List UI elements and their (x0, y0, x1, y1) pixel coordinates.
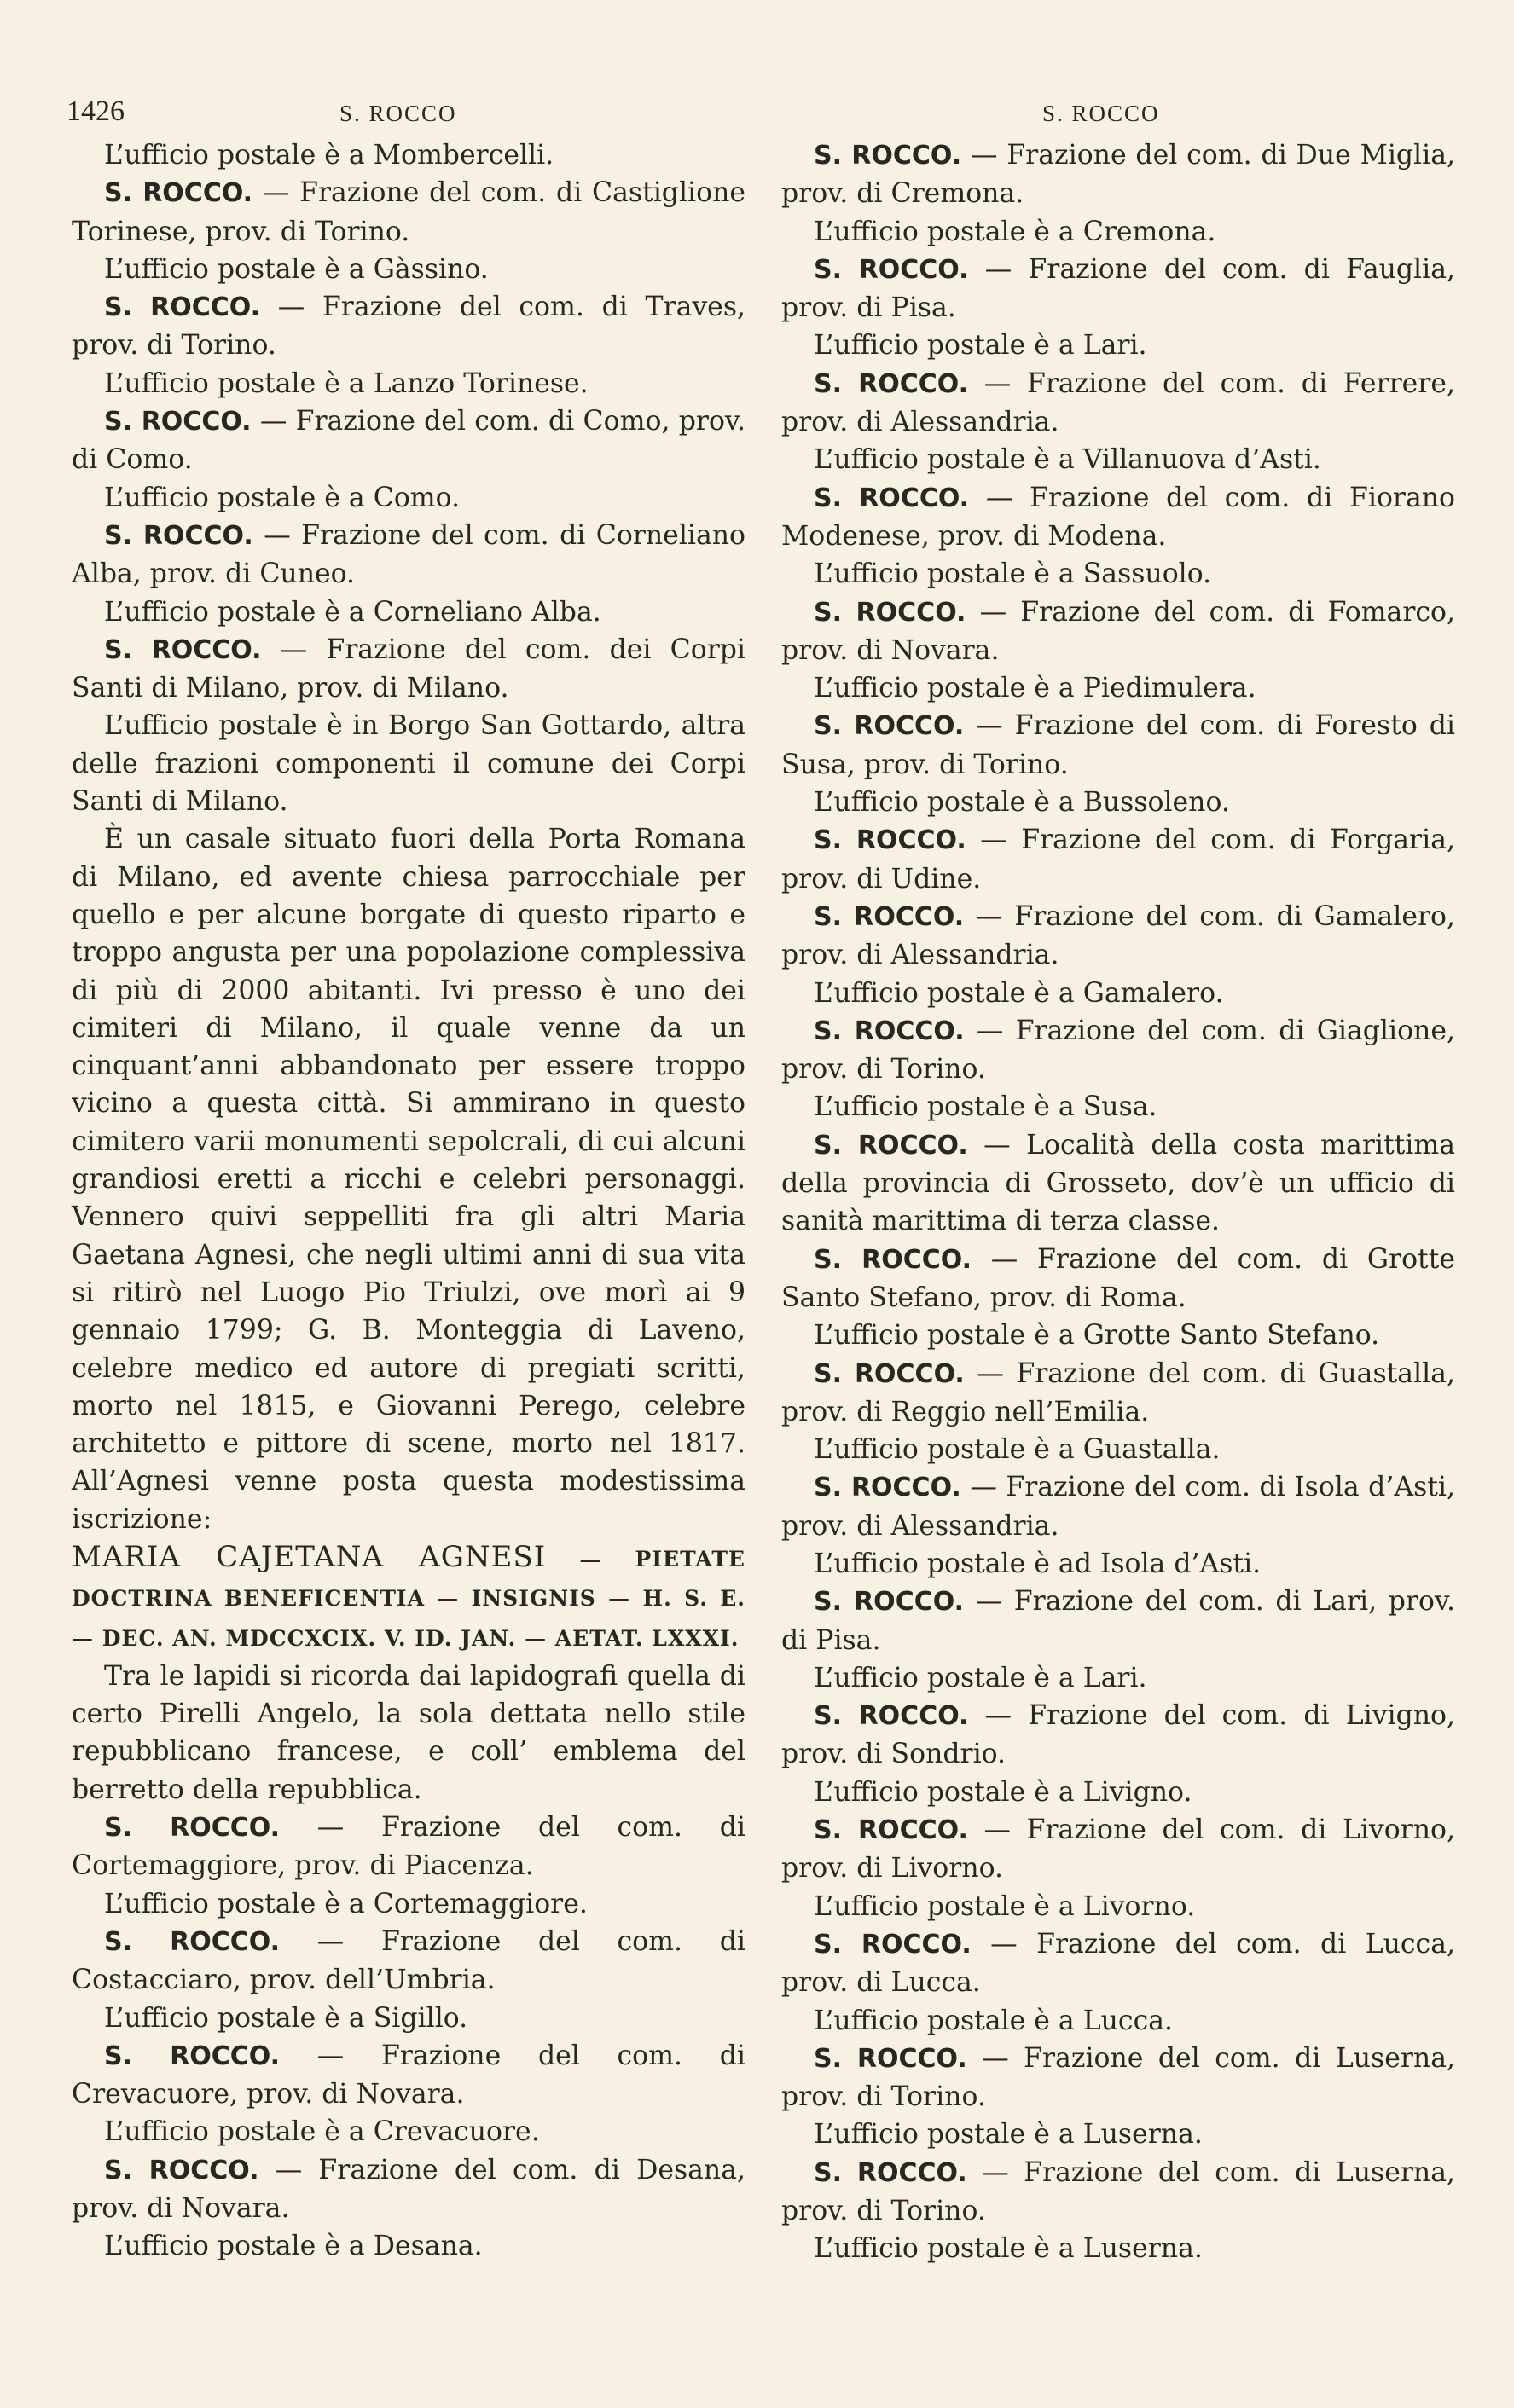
text-paragraph (72, 365, 745, 402)
text-paragraph (72, 593, 745, 631)
entry-headword: S. ROCCO. (814, 1244, 972, 1275)
entry-text: — Frazione del com. di Costacciaro, prov. dell’Umbria. (72, 1925, 745, 1996)
entry-text: — Frazione del com. di Luserna, prov. di Torino. (781, 2156, 1455, 2227)
entry-text: L’ufficio postale è a Sassuolo. (814, 559, 1212, 590)
text-paragraph (72, 2227, 745, 2265)
entry-text: — Frazione del com. di Lucca, prov. di Lucca. (781, 1928, 1455, 1999)
entry-headword: S. ROCCO. (814, 711, 965, 742)
entry-paragraph (781, 1811, 1455, 1888)
entry-paragraph (781, 1583, 1455, 1659)
entry-text: L’ufficio postale è a Lucca. (814, 2005, 1174, 2036)
entry-text: L’ufficio postale è a Lanzo Torinese. (104, 368, 589, 399)
entry-headword: S. ROCCO. (104, 292, 261, 323)
entry-paragraph (72, 2151, 745, 2228)
entry-headword: S. ROCCO. (814, 254, 969, 285)
entry-headword: S. ROCCO. (814, 2157, 967, 2188)
entry-headword: S. ROCCO. (814, 1016, 965, 1046)
text-paragraph (72, 479, 745, 517)
entry-text: — Frazione del com. di Cortemaggiore, prov. di Piacenza. (72, 1812, 745, 1882)
entry-text: L’ufficio postale è a Gàssino. (104, 253, 489, 285)
entry-text: L’ufficio postale è a Villanuova d’Asti. (814, 444, 1321, 476)
entry-headword: S. ROCCO. (104, 2155, 259, 2185)
entry-paragraph (781, 707, 1455, 784)
entry-text: — Frazione del com. di Ferrere, prov. di Alessandria. (781, 368, 1455, 438)
entry-text: — Frazione del com. di Gamalero, prov. di Alessandria. (781, 900, 1455, 971)
entry-headword: S. ROCCO. (104, 178, 253, 209)
entry-text: L’ufficio postale è a Bussoleno. (814, 787, 1230, 819)
inscription-name: MARIA CAJETANA AGNESI (72, 1539, 547, 1574)
entry-headword: S. ROCCO. (104, 1926, 281, 1957)
entry-text: L’ufficio postale è a Desana. (104, 2231, 483, 2262)
entry-text: — Località della costa marittima della provincia di Grosseto, dov’è un ufficio di sanità marittima di terza classe. (781, 1129, 1455, 1237)
right-column (781, 136, 1455, 2268)
entry-paragraph (781, 365, 1455, 442)
entry-text: — Frazione del com. di Giaglione, prov. di Torino. (781, 1015, 1455, 1085)
entry-text: L’ufficio postale è a Crevacuore. (104, 2116, 540, 2148)
text-paragraph (781, 555, 1455, 593)
entry-text: — Frazione del com. di Lari, prov. di Pisa. (781, 1586, 1455, 1656)
entry-text: L’ufficio postale è a Luserna. (814, 2233, 1203, 2265)
text-paragraph (781, 1088, 1455, 1126)
entry-text: — Frazione del com. di Como, prov. di Como. (72, 406, 745, 476)
entry-headword: S. ROCCO. (104, 520, 253, 551)
entry-headword: S. ROCCO. (814, 1473, 961, 1503)
entry-headword: S. ROCCO. (104, 1813, 281, 1844)
text-paragraph (72, 1885, 745, 1923)
text-paragraph (781, 1431, 1455, 1468)
entry-text: — Frazione del com. di Desana, prov. di Novara. (72, 2154, 745, 2225)
text-paragraph (781, 2002, 1455, 2040)
text-paragraph (72, 1658, 745, 1809)
entry-headword: S. ROCCO. (814, 1130, 968, 1161)
text-paragraph (72, 2113, 745, 2150)
entry-text: L’ufficio postale è a Grotte Santo Stefano. (814, 1320, 1380, 1352)
inscription-text: — PIETATE DOCTRINA BENEFICENTIA — INSIGNIS — H. S. E. — DEC. AN. MDCCXCIX. V. ID. JAN. — AETAT. LXXXI. (72, 1546, 745, 1651)
text-paragraph (72, 820, 745, 1538)
entry-text: L’ufficio postale è a Cremona. (814, 216, 1216, 247)
entry-text: È un casale situato fuori della Porta Romana di Milano, ed avente chiesa parrocchiale per quello e per alcune borgate di questo riparto e troppo angusta per una popolazione complessiva di più di 2000 abitanti. Ivi presso è uno dei cimiteri di Milano, il quale venne da un cinquant’anni abbandonato per essere troppo vicino a questa città. Si ammirano in questo cimitero varii monumenti sepolcrali, di cui alcuni grandiosi eretti a ricchi e celebri personaggi. Vennero quivi seppelliti fra gli altri Maria Gaetana Agnesi, che negli ultimi anni di sua vita si ritirò nel Luogo Pio Triulzi, ove morì ai 9 gennaio 1799; G. B. Monteggia di Laveno, celebre medico ed autore di pregiati scritti, morto nel 1815, e Giovanni Perego, celebre architetto e pittore di scene, morto nel 1817. All’Agnesi venne posta questa modestissima iscrizione: (72, 824, 745, 1535)
entry-paragraph (781, 1012, 1455, 1089)
entry-text: L’ufficio postale è a Sigillo. (104, 2002, 468, 2034)
entry-headword: S. ROCCO. (814, 1929, 972, 1959)
text-paragraph (781, 1888, 1455, 1925)
text-paragraph (72, 136, 745, 174)
entry-paragraph (781, 1468, 1455, 1545)
entry-paragraph (72, 174, 745, 251)
entry-text: — Frazione del com. di Livorno, prov. di Livorno. (781, 1815, 1455, 1884)
entry-headword: S. ROCCO. (814, 141, 962, 171)
entry-text: L’ufficio postale è a Mombercelli. (104, 140, 554, 171)
entry-paragraph (72, 1923, 745, 2000)
entry-paragraph (781, 1925, 1455, 2002)
entry-text: L’ufficio postale è a Luserna. (814, 2119, 1203, 2150)
entry-text: L’ufficio postale è a Guastalla. (814, 1434, 1221, 1466)
entry-text: L’ufficio postale è a Livigno. (814, 1776, 1192, 1808)
entry-headword: S. ROCCO. (814, 901, 965, 932)
text-paragraph (781, 669, 1455, 707)
entry-headword: S. ROCCO. (814, 1358, 965, 1389)
inscription-paragraph (72, 1538, 745, 1658)
text-paragraph (72, 251, 745, 288)
entry-text: L’ufficio postale è a Piedimulera. (814, 673, 1256, 704)
entry-text: L’ufficio postale è a Livorno. (814, 1890, 1196, 1922)
entry-text: — Frazione del com. di Livigno, prov. di Sondrio. (781, 1700, 1455, 1770)
entry-paragraph (781, 593, 1455, 670)
text-paragraph (781, 1774, 1455, 1811)
entry-paragraph (781, 2040, 1455, 2116)
entry-text: Tra le lapidi si ricorda dai lapidografi quella di certo Pirelli Angelo, la sola dettata nello stile repubblicano francese, e coll’ emblema del berretto della repubblica. (72, 1660, 745, 1805)
entry-paragraph (72, 517, 745, 593)
entry-text: — Frazione del com. di Guastalla, prov. di Reggio nell’Emilia. (781, 1357, 1455, 1427)
entry-paragraph (781, 251, 1455, 327)
entry-text: — Frazione del com. dei Corpi Santi di Milano, prov. di Milano. (72, 634, 745, 704)
entry-text: — Frazione del com. di Crevacuore, prov. di Novara. (72, 2040, 745, 2110)
text-paragraph (781, 784, 1455, 821)
text-paragraph (781, 327, 1455, 364)
entry-text: L’ufficio postale è a Corneliano Alba. (104, 596, 601, 628)
entry-paragraph (781, 1697, 1455, 1774)
running-head-right: S. ROCCO (1042, 101, 1160, 126)
entry-paragraph (72, 288, 745, 365)
text-paragraph (72, 2000, 745, 2037)
entry-headword: S. ROCCO. (814, 483, 970, 513)
entry-text: L’ufficio postale è a Lari. (814, 330, 1147, 362)
entry-paragraph (781, 1241, 1455, 1317)
entry-headword: S. ROCCO. (814, 368, 969, 399)
entry-paragraph (781, 1126, 1455, 1241)
entry-text: L’ufficio postale è a Como. (104, 482, 461, 513)
entry-text: — Frazione del com. di Luserna, prov. di Torino. (781, 2042, 1455, 2113)
entry-text: L’ufficio postale è a Lari. (814, 1662, 1147, 1693)
entry-headword: S. ROCCO. (814, 1587, 964, 1618)
entry-headword: S. ROCCO. (814, 1815, 968, 1846)
text-paragraph (781, 1545, 1455, 1583)
entry-text: — Frazione del com. di Forgaria, prov. di Udine. (781, 825, 1455, 894)
entry-text: — Frazione del com. di Fomarco, prov. di Novara. (781, 596, 1456, 666)
entry-headword: S. ROCCO. (814, 597, 966, 628)
text-paragraph (781, 1659, 1455, 1697)
entry-text: L’ufficio postale è ad Isola d’Asti. (814, 1548, 1262, 1579)
left-column (72, 136, 745, 2266)
entry-paragraph (781, 2154, 1455, 2231)
entry-text: L’ufficio postale è a Susa. (814, 1091, 1157, 1123)
entry-paragraph (781, 821, 1455, 898)
entry-paragraph (781, 1355, 1455, 1432)
entry-headword: S. ROCCO. (104, 2040, 281, 2071)
entry-text: — Frazione del com. di Fauglia, prov. di Pisa. (781, 253, 1455, 324)
text-paragraph (72, 707, 745, 820)
entry-text: — Frazione del com. di Corneliano Alba, prov. di Cuneo. (72, 519, 746, 590)
entry-text: — Frazione del com. di Isola d’Asti, prov. di Alessandria. (781, 1472, 1455, 1542)
entry-headword: S. ROCCO. (104, 634, 262, 665)
entry-paragraph (781, 479, 1455, 556)
entry-paragraph (72, 402, 745, 479)
page-number: 1426 (67, 96, 125, 127)
text-paragraph (781, 975, 1455, 1012)
entry-text: — Frazione del com. di Fiorano Modenese, prov. di Modena. (781, 482, 1455, 552)
entry-headword: S. ROCCO. (814, 825, 966, 856)
entry-text: — Frazione del com. di Traves, prov. di Torino. (72, 292, 745, 362)
entry-headword: S. ROCCO. (104, 407, 252, 437)
entry-paragraph (72, 2037, 745, 2114)
entry-text: — Frazione del com. di Castiglione Torinese, prov. di Torino. (72, 177, 745, 247)
entry-text: — Frazione del com. di Grotte Santo Stefano, prov. di Roma. (781, 1243, 1456, 1313)
entry-paragraph (72, 631, 745, 708)
text-paragraph (781, 2116, 1455, 2153)
entry-text: L’ufficio postale è a Gamalero. (814, 977, 1224, 1009)
entry-paragraph (781, 136, 1455, 213)
entry-text: L’ufficio postale è in Borgo San Gottardo, altra delle frazioni componenti il comune dei Corpi Santi di Milano. (72, 710, 745, 818)
entry-headword: S. ROCCO. (814, 2043, 967, 2074)
entry-text: — Frazione del com. di Foresto di Susa, prov. di Torino. (781, 710, 1455, 780)
entry-headword: S. ROCCO. (814, 1701, 969, 1732)
running-head-left: S. ROCCO (339, 101, 457, 126)
entry-paragraph (781, 898, 1455, 975)
text-paragraph (781, 1317, 1455, 1354)
entry-text: L’ufficio postale è a Cortemaggiore. (104, 1888, 588, 1919)
text-paragraph (781, 213, 1455, 251)
text-paragraph (781, 441, 1455, 478)
entry-text: — Frazione del com. di Due Miglia, prov. di Cremona. (781, 140, 1456, 210)
text-paragraph (781, 2230, 1455, 2267)
entry-paragraph (72, 1809, 745, 1885)
